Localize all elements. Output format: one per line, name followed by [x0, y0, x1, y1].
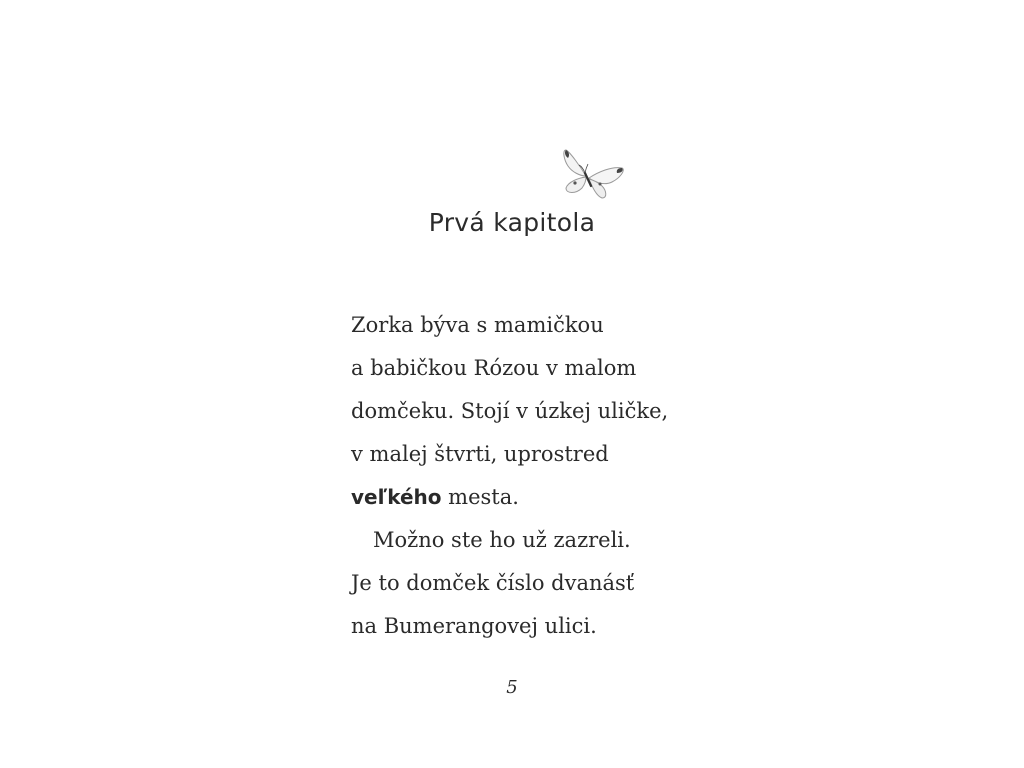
text-line — [351, 476, 711, 519]
chapter-title: Prvá kapitola — [428, 208, 596, 237]
text-line: Zorka býva s mamičkou — [351, 313, 604, 337]
chapter-body-text — [351, 304, 711, 648]
text-line: domčeku. Stojí v úzkej uličke, — [351, 399, 669, 423]
text-line: Je to domček číslo dvanásť — [351, 571, 635, 595]
butterfly-icon — [556, 146, 628, 202]
text-line: na Bumerangovej ulici. — [351, 614, 597, 638]
text-line: v malej štvrti, uprostred — [351, 442, 609, 466]
page-number: 5 — [506, 677, 518, 698]
text-line-indented: Možno ste ho už zazreli. — [373, 528, 631, 552]
text-fragment: mesta. — [441, 485, 519, 509]
text-line: a babičkou Rózou v malom — [351, 356, 637, 380]
emphasized-word: veľkého — [351, 485, 442, 509]
